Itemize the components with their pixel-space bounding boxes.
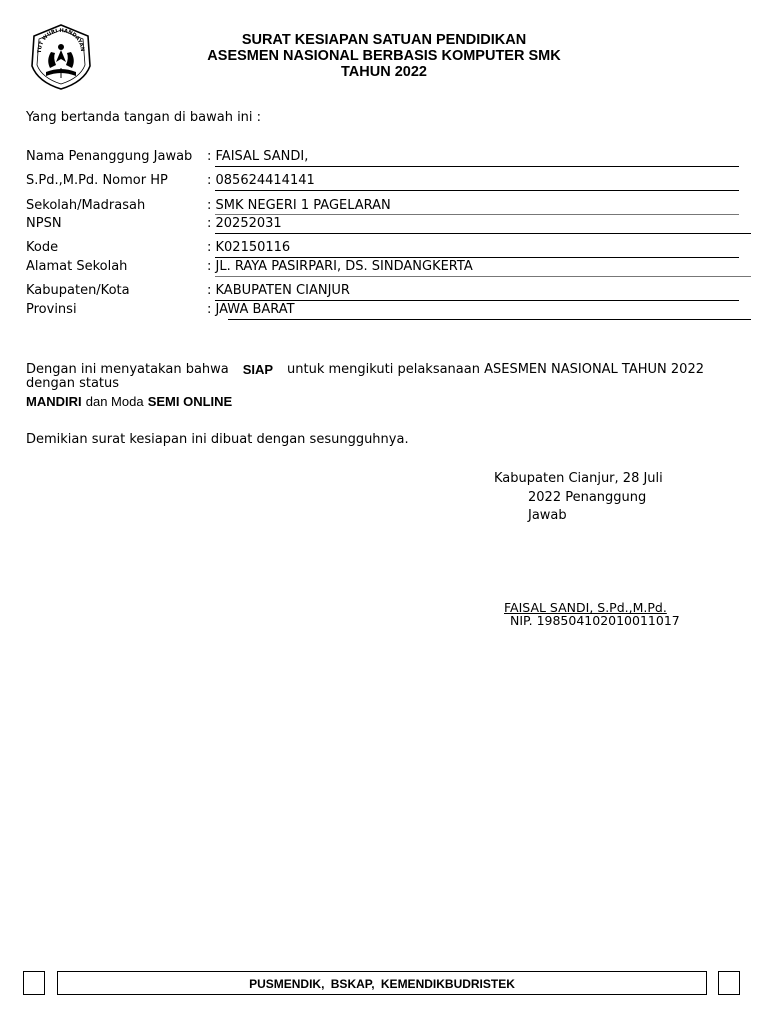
field-label-provinsi: Provinsi — [26, 302, 77, 317]
field-label-sekolah: Sekolah/Madrasah — [26, 198, 146, 213]
statement-text: Dengan ini menyatakan bahwa — [26, 362, 229, 377]
signature-line-2: 2022 Penanggung — [528, 490, 647, 505]
field-value-nama: : FAISAL SANDI, — [207, 149, 309, 164]
statement-text: dan Moda — [85, 394, 144, 409]
field-label-npsn: NPSN — [26, 216, 62, 231]
title-line-2: ASESMEN NASIONAL BERBASIS KOMPUTER SMK — [207, 48, 561, 64]
field-underline — [215, 166, 739, 167]
field-label-nama: Nama Penanggung Jawab — [26, 149, 193, 164]
footer-right-box — [718, 971, 740, 995]
statement-line-2: dengan status — [26, 376, 120, 391]
field-underline — [215, 276, 751, 277]
svg-text:TUT WURI HANDAYANI: TUT WURI HANDAYAN — [36, 27, 86, 54]
statement-text: untuk mengikuti pelaksanaan ASESMEN NASIONAL TAHUN 2022 — [287, 362, 704, 377]
field-value-nomor-hp: : 085624414141 — [207, 173, 315, 188]
title-line-3: TAHUN 2022 — [341, 64, 427, 80]
field-underline — [215, 190, 739, 191]
statement-line-1 — [26, 362, 704, 377]
field-underline — [215, 300, 739, 301]
footer-banner: PUSMENDIK, BSKAP, KEMENDIKBUDRISTEK — [57, 971, 707, 995]
field-value-npsn: : 20252031 — [207, 216, 282, 231]
signature-line-3: Jawab — [528, 508, 567, 523]
signature-nip: NIP. 198504102010011017 — [510, 613, 680, 628]
footer-left-box — [23, 971, 45, 995]
field-underline — [215, 257, 739, 258]
statement-siap: SIAP — [242, 362, 274, 377]
field-label-nomor-hp: S.Pd.,M.Pd. Nomor HP — [26, 173, 168, 188]
field-value-alamat: : JL. RAYA PASIRPARI, DS. SINDANGKERTA — [207, 259, 473, 274]
field-label-alamat: Alamat Sekolah — [26, 259, 128, 274]
title-line-1: SURAT KESIAPAN SATUAN PENDIDIKAN — [241, 32, 527, 48]
intro-text: Yang bertanda tangan di bawah ini : — [26, 110, 262, 125]
mode-semi-online: SEMI ONLINE — [147, 394, 233, 409]
status-mandiri: MANDIRI — [26, 394, 82, 409]
statement-line-3 — [26, 394, 232, 410]
closing-text: Demikian surat kesiapan ini dibuat dengan sesungguhnya. — [26, 432, 409, 447]
field-underline — [228, 319, 751, 320]
field-label-kabupaten: Kabupaten/Kota — [26, 283, 130, 298]
field-label-kode: Kode — [26, 240, 59, 255]
field-value-kode: : K02150116 — [207, 240, 291, 255]
field-underline — [215, 233, 751, 234]
field-value-provinsi: : JAWA BARAT — [207, 302, 295, 317]
field-underline — [215, 214, 739, 215]
field-value-sekolah: : SMK NEGERI 1 PAGELARAN — [207, 198, 391, 213]
field-value-kabupaten: : KABUPATEN CIANJUR — [207, 283, 350, 298]
signature-place-date: Kabupaten Cianjur, 28 Juli — [494, 471, 663, 486]
signature-name: FAISAL SANDI, S.Pd.,M.Pd. — [504, 600, 667, 615]
